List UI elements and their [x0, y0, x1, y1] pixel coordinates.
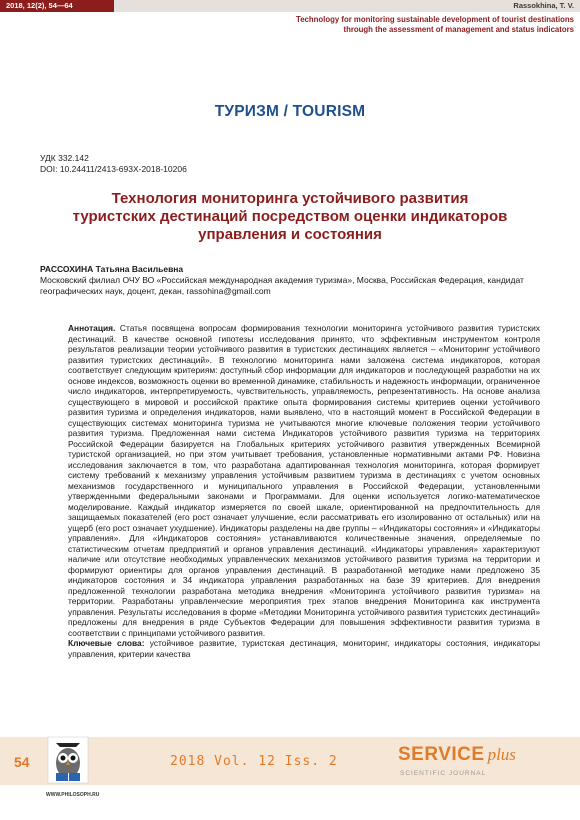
- article-title-line: Технология мониторинга устойчивого развития: [111, 190, 469, 207]
- citation-ref: 2018, 12(2), 54—64: [6, 1, 73, 10]
- section-title: ТУРИЗМ / TOURISM: [214, 103, 366, 120]
- top-header-bar: [0, 0, 580, 12]
- abstract-text: Статья посвящена вопросам формирования технологии мониторинга устойчивого развития туристских дестинаций. В качестве основной гипотезы исследования принято, что эффективным инструментом контроля результатов реализации теории устойчивого развития в туристских дестинациях является – «Мониторинг устойчивого развития туристских дестинаций». В технологию мониторинга нами заложена система индикаторов, которая соответствует следующим критериям: доступный сбор информации для индикаторов и последующей разработки на их основе индексов, возможность оценки во временной динамике, стабильность и надежность информации, ограниченное число индикаторов, интерпретируемость, чувствительность, управляемость, репрезентативность. На основе анализа существующего в мировой и российской практике опыта формирования системы критериев оценки устойчивого развития туризма и определения индикаторов, нами выявлено, что в настоящий момент в Российской Федерации в существующих системах мониторинга туризма не учитываются многие ключевые положения теории устойчивого развития туризма. Предложенная нами система Индикаторов устойчивого развития туризма на территориях Российской Федерации базируется на Глобальных критериях устойчивого развития утвержденных Всемирной туристской организацией, но при этом учитывает требования, установленные нормативными актами РФ. Новизна исследования заключается в том, что разработана адаптированная технология мониторинга, которая формирует систему требований к механизму управления устойчивым развитием туризма в дестинациях с учетом основных механизмов государственного и муниципального управления в Российской Федерации, установленными утвержденными федеральными законами и Программами. Для оценки используется логико-математическое моделирование. Каждый индикатор измеряется по своей шкале, ориентированной на предпочтительность для защищаемых показателей (его рост означает улучшение, если рассматривать его изолированно от остальных) или на ущерб (его рост означает ухудшение). Индикаторы разделены на две группы – «Индикаторы состояния» и «Индикаторы управления». Для «Индикаторов состояния» устанавливаются количественные значения, определяемые по статистическим отчетам предприятий и органов управления дестинаций. «Индикаторы управления» характеризуют наличие или отсутствие необходимых управленческих механизмов устойчивого развития туризма на территории и формируют ориентиры для органов управления дестинаций. В разработанной методике нами предложено 35 индикаторов состояния и 34 индикатора управления разработанных на базе 39 критериев. Для внедрения предложенной технологии разработана методика внедрения «Мониторинга устойчивого развития туризма» на территории. Разработаны управленческие мероприятия трех этапов внедрения Мониторинга как инструмента управления. Результаты исследования в форме «Методики Мониторинга устойчивого развития туристских дестинаций» предложены для внедрения в ряде Субъектов Федерации для повышения эффективности развития туризма в соответствии с принципами устойчивого развития.: [68, 323, 540, 638]
- article-title: [40, 190, 540, 244]
- page-number: 54: [14, 754, 30, 770]
- journal-logo: [398, 744, 516, 766]
- abstract-label: Аннотация.: [68, 323, 116, 333]
- author-name: РАССОХИНА Татьяна Васильевна: [40, 264, 184, 274]
- journal-name-plus: plus: [487, 745, 516, 764]
- abstract: [40, 323, 540, 659]
- journal-name: SERVICE: [398, 744, 485, 765]
- issue-info: 2018 Vol. 12 Iss. 2: [170, 754, 338, 769]
- author-block: [40, 264, 540, 297]
- page-footer: [0, 725, 580, 805]
- keywords-paragraph: [40, 638, 540, 659]
- article-meta: [40, 153, 187, 175]
- article-title-line: управления и состояния: [198, 226, 382, 243]
- article-title-line: туристских дестинаций посредством оценки индикаторов: [72, 208, 508, 225]
- author-affiliation: Московский филиал ОЧУ ВО «Российская международная академия туризма», Москва, Российская Федерация, кандидат географических наук, доцент, декан, rassohina@gmail.com: [40, 275, 524, 296]
- running-title-line: through the assessment of management and status indicators: [343, 25, 574, 34]
- udk-code: УДК 332.142: [40, 153, 89, 163]
- running-title-line: Technology for monitoring sustainable development of tourist destinations: [296, 15, 574, 24]
- keywords-label: Ключевые слова:: [68, 638, 145, 648]
- doi: DOI: 10.24411/2413-693X-2018-10206: [40, 164, 187, 174]
- header-band: [114, 0, 580, 12]
- owl-logo-icon: [46, 733, 90, 791]
- running-author: Rassokhina, T. V.: [513, 1, 574, 10]
- abstract-paragraph: [40, 323, 540, 638]
- running-title: [154, 15, 574, 35]
- journal-subtitle: SCIENTIFIC JOURNAL: [400, 770, 487, 777]
- keywords-text: устойчивое развитие, туристская дестинация, мониторинг, индикаторы состояния, индикаторы управления, критерии качества: [68, 638, 540, 659]
- website-link: WWW.PHILOSOPH.RU: [46, 792, 100, 798]
